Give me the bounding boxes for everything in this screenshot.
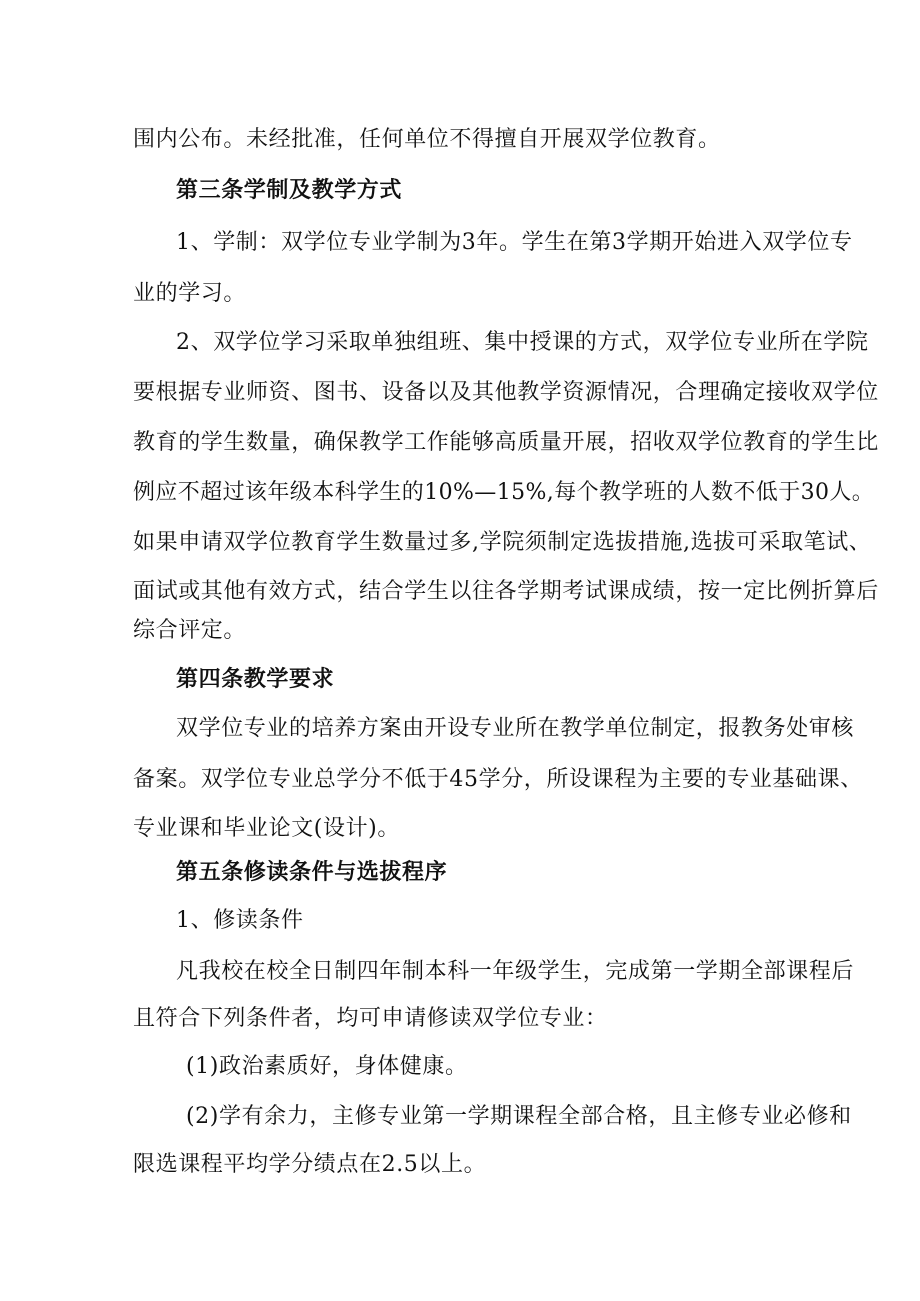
text-line: 1、学制：双学位专业学制为3年。学生在第3学期开始进入双学位专 [176,230,853,255]
section-heading: 第五条修读条件与选拔程序 [176,859,448,885]
text-line: 凡我校在校全日制四年制本科一年级学生，完成第一学期全部课程后 [176,959,855,984]
text-line: 限选课程平均学分绩点在2.5以上。 [133,1152,487,1177]
text-line: 综合评定。 [133,618,247,643]
text-line: 如果申请双学位教育学生数量过多,学院须制定选拔措施,选拔可采取笔试、 [133,530,872,555]
text-line: 要根据专业师资、图书、设备以及其他教学资源情况，合理确定接收双学位 [133,380,879,405]
section-heading: 第三条学制及教学方式 [176,177,403,203]
text-line: 备案。双学位专业总学分不低于45学分，所设课程为主要的专业基础课、 [133,767,863,792]
text-line: 专业课和毕业论文(设计)。 [133,816,400,841]
text-line: 业的学习。 [133,281,247,306]
text-line: 且符合下列条件者，均可申请修读双学位专业： [133,1006,608,1031]
list-item: (2)学有余力，主修专业第一学期课程全部合格，且主修专业必修和 [186,1104,852,1129]
text-line: 面试或其他有效方式，结合学生以往各学期考试课成绩，按一定比例折算后 [133,579,879,604]
text-line: 双学位专业的培养方案由开设专业所在教学单位制定，报教务处审核 [176,716,855,741]
section-heading: 第四条教学要求 [176,666,335,692]
text-line: 2、双学位学习采取单独组班、集中授课的方式，双学位专业所在学院 [176,330,869,355]
list-item: (1)政治素质好，身体健康。 [186,1054,468,1079]
text-line: 围内公布。未经批准，任何单位不得擅自开展双学位教育。 [133,127,721,152]
text-line: 例应不超过该年级本科学生的10%—15%,每个教学班的人数不低于30人。 [133,480,875,505]
text-line: 教育的学生数量，确保教学工作能够高质量开展，招收双学位教育的学生比 [133,430,879,455]
text-line: 1、修读条件 [176,908,304,933]
